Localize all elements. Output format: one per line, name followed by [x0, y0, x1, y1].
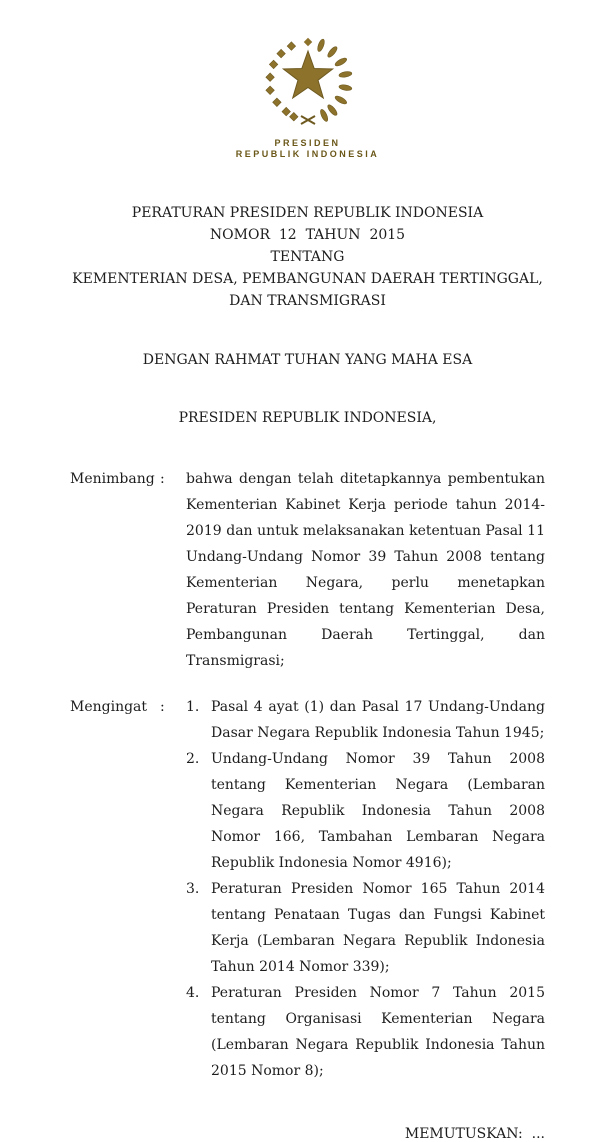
recalling-item-2 [186, 746, 545, 876]
considering-label: Menimbang [70, 471, 155, 487]
title-line-1: PERATURAN PRESIDEN REPUBLIK INDONESIA [131, 205, 484, 221]
recalling-item-1 [186, 694, 545, 746]
recalling-item-4 [186, 980, 545, 1084]
seal-caption-line1: PRESIDEN [274, 138, 341, 148]
considering-text: bahwa dengan telah ditetapkannya pembentukan Kementerian Kabinet Kerja periode tahun 2014-2019 dan untuk melaksanakan ketentuan Pasal 11 Undang-Undang Nomor 39 Tahun 2008 tentang Kementerian Negara, perlu menetapkan Peraturan Presiden tentang Kementerian Desa, Pembangunan Daerah Tertinggal, dan Transmigrasi; [186, 471, 545, 669]
presidential-seal-icon [262, 36, 354, 132]
title-line-4: KEMENTERIAN DESA, PEMBANGUNAN DAERAH TERTINGGAL, [72, 271, 543, 287]
recalling-item-1-text: Pasal 4 ayat (1) dan Pasal 17 Undang-Undang Dasar Negara Republik Indonesia Tahun 1945; [211, 699, 545, 741]
authority-line: PRESIDEN REPUBLIK INDONESIA, [178, 410, 437, 426]
decision-line: MEMUTUSKAN: ... [404, 1126, 545, 1142]
considering-clause [70, 466, 545, 674]
regulation-title [70, 202, 545, 312]
recalling-item-3 [186, 876, 545, 980]
title-line-2: NOMOR 12 TAHUN 2015 [209, 227, 406, 243]
recalling-clause [70, 694, 545, 1084]
recalling-item-3-number: 3. [186, 881, 200, 897]
recalling-list [186, 694, 545, 1084]
seal-caption-line2: REPUBLIK INDONESIA [235, 149, 380, 159]
recalling-item-4-number: 4. [186, 985, 200, 1001]
recalling-label: Mengingat [70, 699, 148, 715]
recalling-item-3-text: Peraturan Presiden Nomor 165 Tahun 2014 tentang Penataan Tugas dan Fungsi Kabinet Kerja (Lembaran Negara Republik Indonesia Tahun 2014 Nomor 339); [211, 881, 545, 975]
recalling-item-4-text: Peraturan Presiden Nomor 7 Tahun 2015 tentang Organisasi Kementerian Negara (Lembaran Negara Republik Indonesia Tahun 2015 Nomor 8); [211, 985, 545, 1079]
recalling-item-2-number: 2. [186, 751, 200, 767]
document-header [70, 36, 545, 160]
recalling-item-1-number: 1. [186, 699, 200, 715]
considering-colon: : [160, 471, 165, 487]
seal-caption [70, 138, 545, 160]
invocation-line: DENGAN RAHMAT TUHAN YANG MAHA ESA [142, 352, 473, 368]
title-line-3: TENTANG [270, 249, 345, 265]
recalling-colon: : [160, 699, 165, 715]
recalling-item-2-text: Undang-Undang Nomor 39 Tahun 2008 tentang Kementerian Negara (Lembaran Negara Republik Indonesia Tahun 2008 Nomor 166, Tambahan Lembaran Negara Republik Indonesia Nomor 4916); [211, 751, 545, 871]
title-line-5: DAN TRANSMIGRASI [229, 293, 386, 309]
